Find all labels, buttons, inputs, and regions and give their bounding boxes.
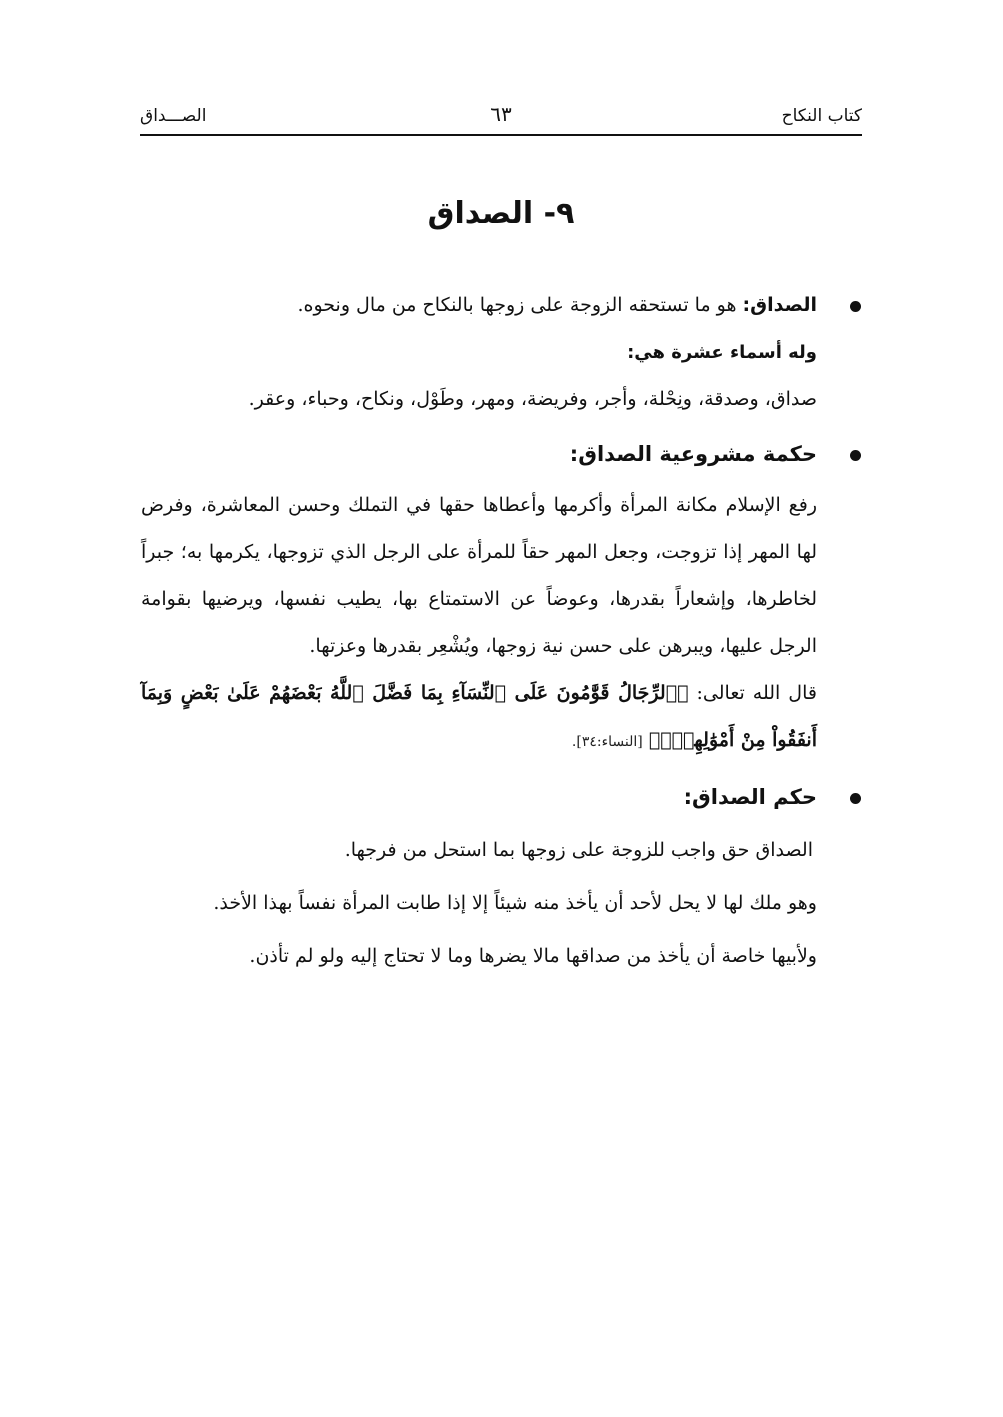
ruling-paragraph-3: ولأبيها خاصة أن يأخذ من صداقها مالا يضرها وما لا تحتاج إليه ولو لم تأذن. — [249, 945, 817, 967]
definition-term: الصداق: — [742, 294, 817, 316]
bullet-icon — [850, 450, 861, 461]
bullet-icon — [850, 301, 861, 312]
definition-item — [141, 282, 817, 329]
page-content — [141, 282, 817, 980]
running-header — [140, 100, 862, 136]
names-text: صداق، وصدقة، ونِحْلة، وأجر، وفريضة، ومهر، وطَوْل، ونكاح، وحباء، وعقر. — [248, 388, 817, 410]
verse-paragraph — [141, 670, 817, 766]
header-book-title: كتاب النكاح — [781, 106, 862, 126]
ruling-heading: حكم الصداق: — [683, 785, 817, 809]
ruling-paragraph-1: الصداق حق واجب للزوجة على زوجها بما استحل من فرجها. — [344, 839, 813, 861]
names-heading: وله أسماء عشرة هي: — [627, 342, 817, 363]
verse-reference: [النساء:٣٤]. — [571, 734, 643, 750]
definition-text: هو ما تستحقه الزوجة على زوجها بالنكاح من مال ونحوه. — [297, 294, 743, 316]
header-section-title: الصـــداق — [140, 106, 207, 126]
verse-intro: قال الله تعالى: — [688, 682, 817, 704]
wisdom-item — [141, 431, 817, 478]
ruling-paragraph-2: وهو ملك لها لا يحل لأحد أن يأخذ منه شيئاً إلا إذا طابت المرأة نفساً بهذا الأخذ. — [213, 892, 817, 914]
bullet-icon — [850, 793, 861, 804]
wisdom-text: رفع الإسلام مكانة المرأة وأكرمها وأعطاها حقها في التملك وحسن المعاشرة، وفرض لها المهر إذا تزوجت، وجعل المهر حقاً للمرأة على الرجل الذي تزوجها، يكرمها به؛ جبراً لخاطرها، وإشعاراً بقدرها، وعوضاً عن الاستمتاع بها، يطيب نفسها، ويرضيها بقوامة الرجل عليها، ويبرهن على حسن نية زوجها، ويُشْعِر بقدرها وعزتها. — [141, 494, 817, 657]
verse-text: ﴿ٱلرِّجَالُ قَوَّٰمُونَ عَلَى ٱلنِّسَآءِ بِمَا فَضَّلَ ٱللَّهُ بَعْضَهُمْ عَلَىٰ بَعْضٍ وَبِمَآ أَنفَقُواْ مِنْ أَمْوَٰلِهِمْۚ﴾ — [141, 682, 817, 751]
chapter-title: ٩- الصداق — [427, 196, 575, 231]
ruling-item — [141, 774, 817, 821]
wisdom-heading: حكمة مشروعية الصداق: — [569, 442, 817, 466]
header-page-number: ٦٣ — [490, 102, 512, 126]
